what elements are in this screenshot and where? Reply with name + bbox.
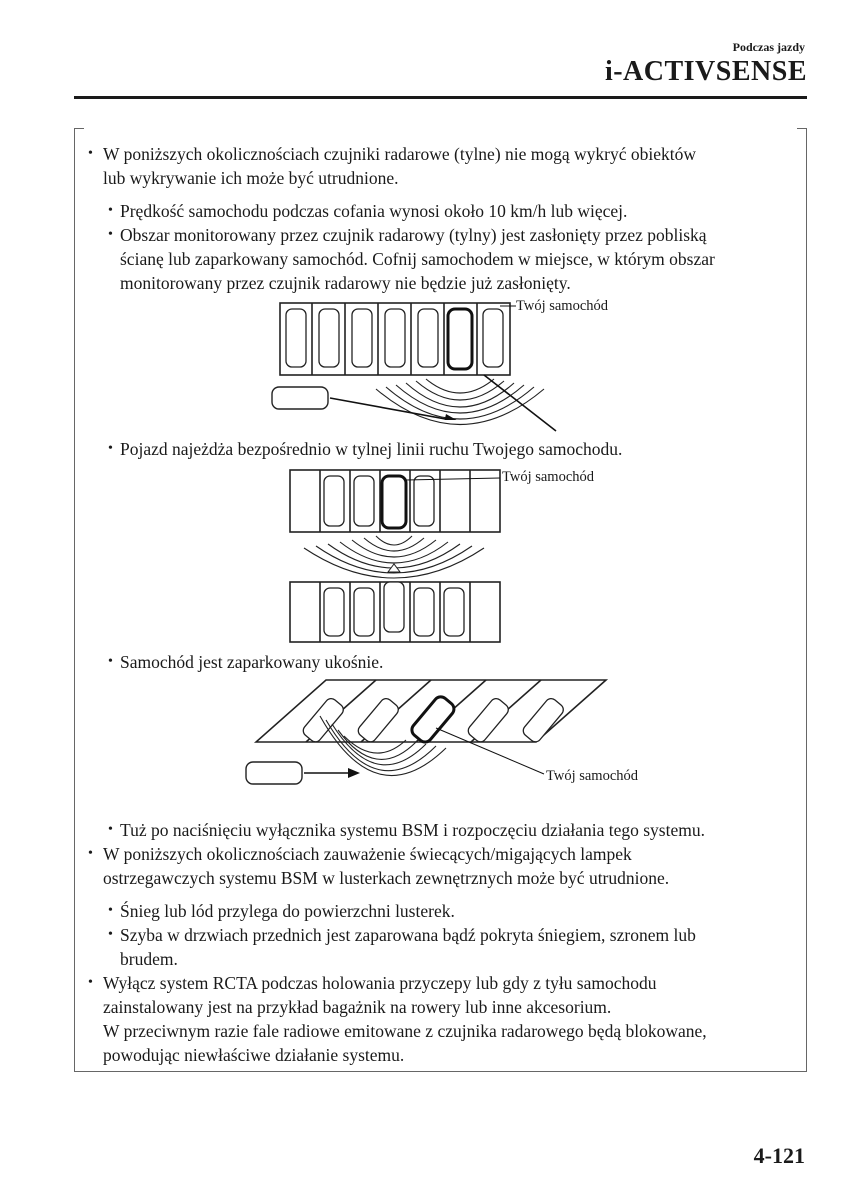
bullet-1-line-2: lub wykrywanie ich może być utrudnione. — [103, 168, 399, 188]
bullet-2-line-1: W poniższych okolicznościach zauważenie świecących/migających lampek — [103, 844, 632, 864]
figure-car-directly-behind — [280, 462, 520, 652]
sub-bullet-marker: • — [108, 822, 113, 837]
figure-2-caption: Twój samochód — [502, 469, 595, 485]
bullet-3-line-1: Wyłącz system RCTA podczas holowania przyczepy lub gdy z tyłu samochodu — [103, 973, 657, 993]
sub-bullet-6: Śnieg lub lód przylega do powierzchni lusterek. — [120, 901, 455, 921]
figure-angled-parking — [236, 670, 616, 820]
figure-approaching-car — [266, 380, 506, 420]
sub-bullet-marker: • — [108, 654, 113, 669]
sub-bullet-2-line-3: monitorowany przez czujnik radarowy nie będzie już zasłonięty. — [120, 273, 571, 293]
page-header-section: Podczas jazdy — [732, 40, 805, 54]
sub-bullet-marker: • — [108, 903, 113, 918]
bullet-3-line-2: zainstalowany jest na przykład bagażnik na rowery lub inne akcesorium. — [103, 997, 612, 1017]
sub-bullet-7-line-1: Szyba w drzwiach przednich jest zaparowana bądź pokryta śniegiem, szronem lub — [120, 925, 696, 945]
sub-bullet-marker: • — [108, 227, 113, 242]
header-rule — [74, 96, 807, 99]
bullet-marker: • — [88, 846, 93, 861]
sub-bullet-1: Prędkość samochodu podczas cofania wynosi około 10 km/h lub więcej. — [120, 201, 628, 221]
sub-bullet-marker: • — [108, 441, 113, 456]
bullet-marker: • — [88, 146, 93, 161]
sub-bullet-3: Pojazd najeżdża bezpośrednio w tylnej linii ruchu Twojego samochodu. — [120, 439, 623, 459]
sub-bullet-5: Tuż po naciśnięciu wyłącznika systemu BSM i rozpoczęciu działania tego systemu. — [120, 820, 705, 840]
sub-bullet-2-line-2: ścianę lub zaparkowany samochód. Cofnij samochodem w miejsce, w którym obszar — [120, 249, 715, 269]
bullet-3-line-4: powodując niewłaściwe działanie systemu. — [103, 1045, 405, 1065]
sub-bullet-marker: • — [108, 927, 113, 942]
bullet-marker: • — [88, 975, 93, 990]
figure-3-caption: Twój samochód — [546, 768, 639, 784]
sub-bullet-4: Samochód jest zaparkowany ukośnie. — [120, 652, 384, 672]
figure-1-caption: Twój samochód — [516, 298, 609, 314]
bullet-1-line-1: W poniższych okolicznościach czujniki radarowe (tylne) nie mogą wykryć obiektów — [103, 144, 697, 164]
sub-bullet-7-line-2: brudem. — [120, 949, 178, 969]
sub-bullet-2-line-1: Obszar monitorowany przez czujnik radarowy (tylny) jest zasłonięty przez pobliską — [120, 225, 707, 245]
bullet-2-line-2: ostrzegawczych systemu BSM w lusterkach zewnętrznych może być utrudnione. — [103, 868, 670, 888]
page-number: 4-121 — [753, 1143, 805, 1168]
bullet-3-line-3: W przeciwnym razie fale radiowe emitowane z czujnika radarowego będą blokowane, — [103, 1021, 707, 1041]
sub-bullet-marker: • — [108, 203, 113, 218]
page-title: i-ACTIVSENSE — [604, 56, 807, 87]
